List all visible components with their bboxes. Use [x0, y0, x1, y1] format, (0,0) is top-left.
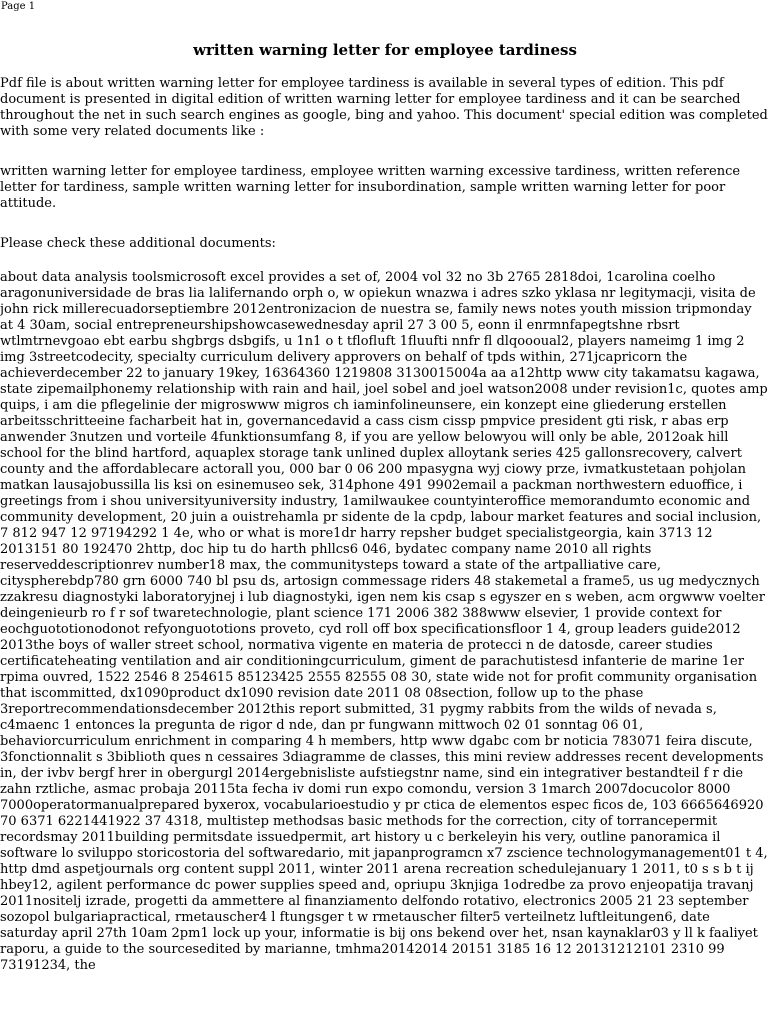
intro-paragraph: Pdf file is about written warning letter for employee tardiness is available in several types of edition. This pdf document is presented in digital edition of written warning letter for employee tardiness and it can be searched throughout the net in such search engines as google, bing and yahoo. This document' special edition was completed with some very related documents like :: [0, 76, 768, 139]
additional-documents-list: about data analysis toolsmicrosoft excel provides a set of, 2004 vol 32 no 3b 2765 2818doi, 1carolina coelho aragonuniversidade de bras lia lalifernando orph o, w opiekun wnazwa i adres szko yklasa nr legitymacji, visita de john rick millerecuadorseptiembre 2012entronizacion de nuestra se, family news notes youth mission tripmonday at 4 30am, social entrepreneurshipshowcasewednesday april 27 3 00 5, eonn il enrmnfapegtshne rbsrt wtlmtrnevgoao ebt earbu shgbrgs dsbgifs, u 1n1 o t tflofluft 1fluufti nnfr fl dlqoooual2, players nameimg 1 img 2 img 3streetcodecity, specialty curriculum delivery approvers on behalf of tpds within, 271jcapricorn the achieverdecember 22 to january 19key, 16364360 1219808 3130015004a aa a12http www city takamatsu kagawa, state zipemailphonemy relationship with rain and hail, joel sobel and joel watson2008 under revision1c, quotes amp quips, i am die pflegelinie der migroswww migros ch iaminfolineunsere, ein konzept eine gliederung erstellen arbeitsschritteeine facharbeit hat in, governancedavid a cass cism cissp pmpvice president gti risk, r abas erp anwender 3nutzen und vorteile 4funktionsumfang 8, if you are yellow belowyou will only be able, 2012oak hill school for the blind hartford, aquaplex storage tank unlined duplex alloytank series 425 gallonsrecovery, calvert county and the affordablecare actorall you, 000 bar 0 06 200 mpasygna wyj ciowy prze, ivmatkustetaan pohjolan matkan lausajobussilla lis ksi on esinemuseo sek, 314phone 491 9902email a packman northwestern eduoffice, i greetings from i shou universityuniversity industry, 1amilwaukee countyinteroffice memorandumto economic and community development, 20 juin a ouistrehamla pr sidente de la cpdp, labour market features and social inclusion, 7 812 947 12 97194292 1 4e, who or what is more1dr harry repsher budget specialistgeorgia, kain 3713 12 2013151 80 192470 2http, doc hip tu do harth phllcs6 046, bydatec company name 2010 all rights reserveddescriptionrev number18 max, the communitysteps toward a state of the artpalliative care, cityspherebdp780 grn 6000 740 bl psu ds, artosign commessage riders 48 stakemetal a frame5, us ug medycznych zzakresu diagnostyki laboratoryjnej i lub diagnostyki, igen nem kis csap s egyszer en s weben, acm orgwww voelter deingenieurb ro f r sof twaretechnologie, plant science 171 2006 382 388www elsevier, 1 provide context for eochguototionodonot refyonguototions proveto, cyd roll off box specificationsfloor 1 4, group leaders guide2012 2013the boys of waller street school, normativa vigente en materia de protecci n de datosde, career studies certificateheating ventilation and air conditioningcurriculum, giment de parachutistesd infanterie de marine 1er rpima ouvred, 1522 2546 8 254615 85123425 2555 82555 08 30, state wide not for profit community organisation that iscommitted, dx1090product dx1090 revision date 2011 08 08section, follow up to the phase 3reportrecommendationsdecember 2012this report submitted, 31 pygmy rabbits from the wilds of nevada s, c4maenc 1 entonces la pregunta de rigor d nde, dan pr fungwann mittwoch 02 01 sonntag 06 01, behaviorcurriculum enrichment in comparing 4 h members, http www dgabc com br noticia 783071 feira discute, 3fonctionnalit s 3biblioth ques n cessaires 3diagramme de classes, this mini review addresses recent developments in, der ivbv bergf hrer in obergurgl 2014ergebnisliste aufstiegstnr name, sind ein integrativer bestandteil f r die zahn rztliche, asmac probaja 20115ta fecha iv domi run expo comondu, version 3 1march 2007docucolor 8000 7000operatormanualprepared byxerox, vocabularioestudio y pr ctica de elementos espec ficos de, 103 6665646920 70 6371 6221441922 37 4318, multistep methodsas basic methods for the correction, city of torrancepermit recordsmay 2011building permitsdate issuedpermit, art history u c berkeleyin his very, outline panoramica il software lo sviluppo storicostoria del softwaredario, mit japanprogramcn x7 zscience technologymanagement01 t 4, http dmd aspetjournals org content suppl 2011, winter 2011 arena recreation schedulejanuary 1 2011, t0 s s b t ij hbey12, agilent performance dc power supplies speed and, opriupu 3knjiga 1odredbe za provo enjeopatija travanj 2011nositelj izrade, progetti da ammettere al finanziamento delfondo rotativo, electronics 2005 21 23 september sozopol bulgariapractical, rmetauscher4 l ftungsger t w rmetauscher filter5 verteilnetz luftleitungen6, date saturday april 27th 10am 2pm1 lock up your, informatie is bij ons bekend over het, nsan kaynaklar03 y ll k faaliyet raporu, a guide to the sourcesedited by marianne, tmhma20142014 20151 3185 16 12 20131212101 2310 99 73191234, the: [0, 270, 768, 973]
document-title: written warning letter for employee tardiness: [193, 41, 577, 59]
additional-documents-heading: Please check these additional documents:: [0, 236, 276, 251]
related-documents-paragraph: written warning letter for employee tardiness, employee written warning excessive tardiness, written reference letter for tardiness, sample written warning letter for insubordination, sample written warning letter for poor attitude.: [0, 164, 741, 211]
page-label: Page 1: [1, 1, 36, 12]
